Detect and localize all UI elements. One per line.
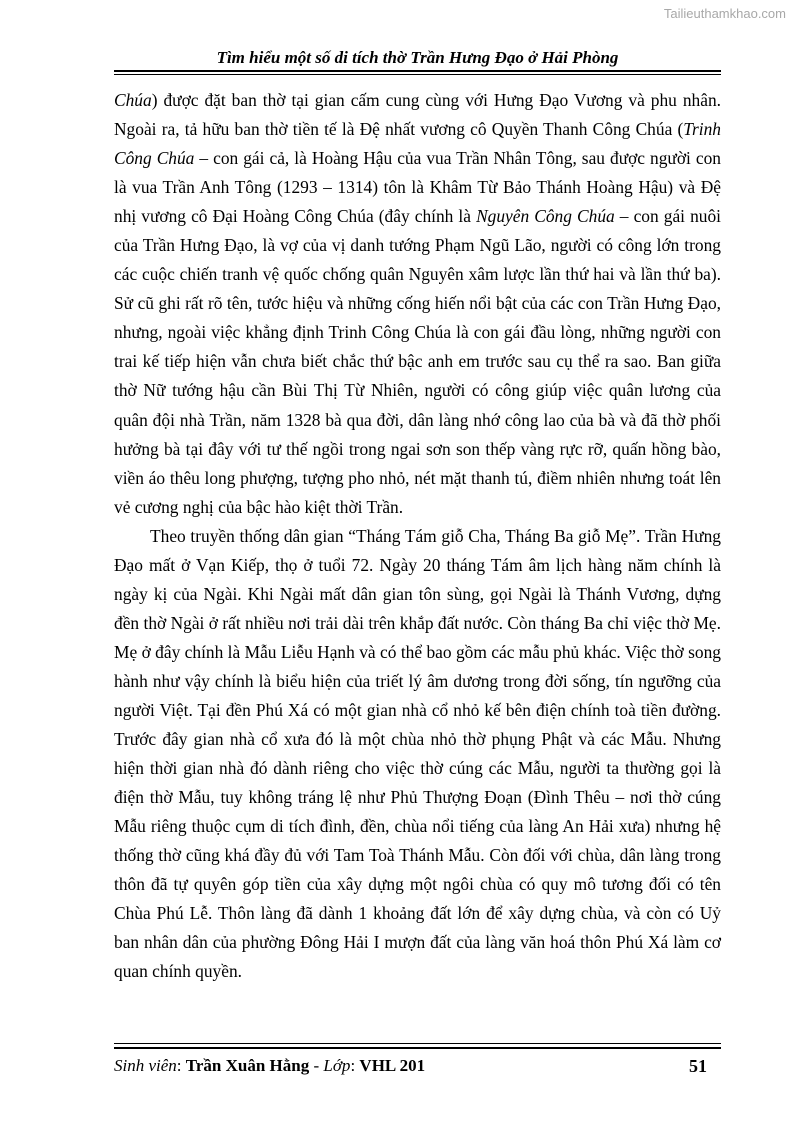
separator: - xyxy=(309,1056,324,1075)
student-name: Trần Xuân Hằng xyxy=(185,1056,310,1075)
italic-name: Chúa xyxy=(114,90,152,110)
page-header-title: Tìm hiểu một số di tích thờ Trần Hưng Đạo ở Hải Phòng xyxy=(216,48,619,67)
class-label: Lớp xyxy=(323,1056,351,1075)
text-run: ) được đặt ban thờ tại gian cấm cung cùng với Hưng Đạo Vương và phu nhân. Ngoài ra, tả hữu ban thờ tiền tế là Đệ nhất vương cô Quyền Thanh Công Chúa ( xyxy=(114,90,721,140)
watermark: Tailieuthamkhao.com xyxy=(663,6,786,21)
italic-name: Nguyên Công Chúa xyxy=(476,206,615,227)
text-run: – con gái cả, là Hoàng Hậu của vua Trần Nhân Tông, sau được người con là vua Trần Anh Tông (1293 – 1314) tôn là Khâm Từ Bảo Thánh Hoàng Hậu) và Đệ nhị vương cô Đại Hoàng Công Chúa (đây chính là xyxy=(114,148,722,227)
class-name: VHL 201 xyxy=(359,1056,426,1075)
page-number: 51 xyxy=(689,1056,707,1076)
footer-rule xyxy=(114,1047,721,1049)
text-run: – con gái nuôi của Trần Hưng Đạo, là vợ của vị danh tướng Phạm Ngũ Lão, người có công lớn trong các cuộc chiến tranh vệ quốc chống quân Nguyên xâm lược lần thứ hai và lần thứ ba). Sử cũ ghi rất rõ tên, tước hiệu và những cống hiến nổi bật của các con Trần Hưng Đạo, nhưng, ngoài việc khẳng định Trinh Công Chúa là con gái đầu lòng, những người con trai kế tiếp hiện vẫn chưa biết chắc thứ bậc anh em trước sau cụ thể ra sao. Ban giữa thờ Nữ tướng hậu cần Bùi Thị Từ Nhiên, người có công giúp việc quân lương của quân đội nhà Trần, năm 1328 bà qua đời, dân làng nhớ công lao của bà và đã thờ phối hưởng bà tại đây với tư thế ngồi trong ngai sơn son thếp vàng rực rỡ, quấn hồng bào, viền áo thêu long phượng, tượng pho nhỏ, nét mặt thanh tú, điềm nhiên nhưng toát lên vẻ cương nghị của bậc hào kiệt thời Trần. xyxy=(114,206,721,517)
paragraph-1 xyxy=(114,86,721,522)
header-rule-thin xyxy=(114,74,721,75)
separator: : xyxy=(350,1056,360,1075)
footer-rule-thin xyxy=(114,1043,721,1044)
separator: : xyxy=(176,1056,186,1075)
student-label: Sinh viên xyxy=(114,1056,177,1075)
paragraph-2: Theo truyền thống dân gian “Tháng Tám giỗ Cha, Tháng Ba giỗ Mẹ”. Trần Hưng Đạo mất ở Vạn Kiếp, thọ ở tuổi 72. Ngày 20 tháng Tám âm lịch hàng năm chính là ngày kị của Ngài. Khi Ngài mất dân gian tôn sùng, gọi Ngài là Thánh Vương, dựng đền thờ Ngài ở rất nhiều nơi trải dài trên khắp đất nước. Còn tháng Ba chỉ việc thờ Mẹ. Mẹ ở đây chính là Mẫu Liễu Hạnh và có thể bao gồm các mẫu phủ khác. Việc thờ song hành như vậy chính là biểu hiện của triết lý âm dương trong đời sống, tín ngưỡng của người Việt. Tại đền Phú Xá có một gian nhà cổ nhỏ kế bên điện chính toà tiền đường. Trước đây gian nhà cổ xưa đó là một chùa nhỏ thờ phụng Phật và các Mẫu. Nhưng hiện thời gian nhà đó dành riêng cho việc thờ cúng các Mẫu, người ta thường gọi là điện thờ Mẫu, tuy không tráng lệ như Phủ Thượng Đoạn (Đình Thêu – nơi thờ cúng Mẫu riêng thuộc cụm di tích đình, đền, chùa nổi tiếng của làng An Hải xưa) nhưng hệ thống thờ cũng khá đầy đủ với Tam Toà Thánh Mẫu. Còn đối với chùa, dân làng trong thôn đã tự quyên góp tiền của xây dựng một ngôi chùa có quy mô tương đối có tên Chùa Phú Lễ. Thôn làng đã dành 1 khoảng đất lớn để xây dựng chùa, và còn có Uỷ ban nhân dân của phường Đông Hải I mượn đất của làng văn hoá thôn Phú Xá làm cơ quan chính quyền. xyxy=(114,525,721,982)
italic-name: Trinh Công Chúa xyxy=(114,119,721,169)
header-rule xyxy=(114,70,721,72)
body-text xyxy=(114,86,721,986)
page-footer xyxy=(114,1056,721,1076)
